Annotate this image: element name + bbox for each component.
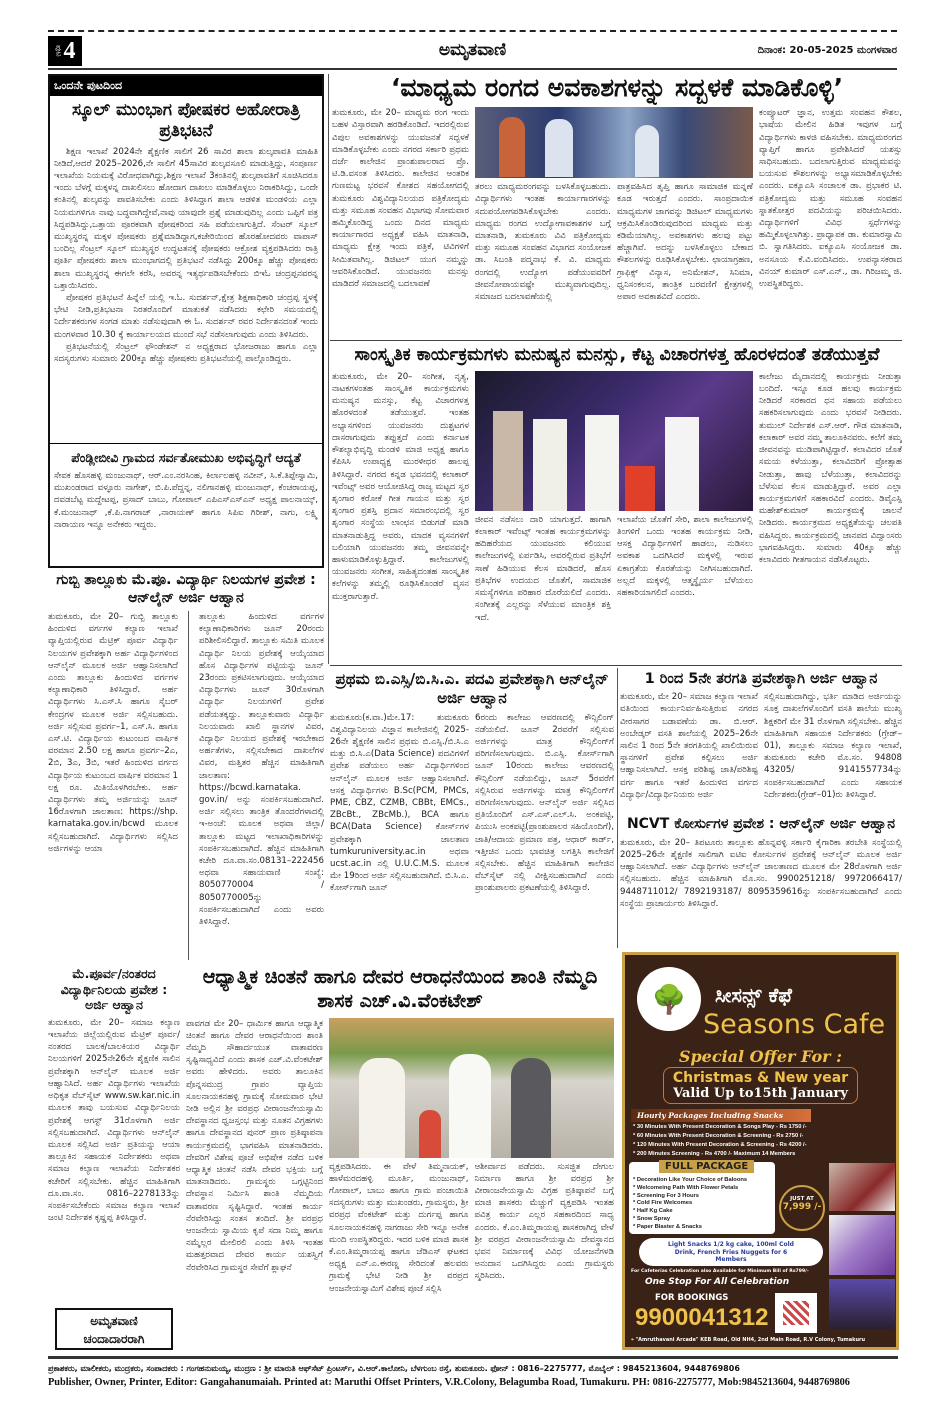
page-label: ಪುಟ <box>54 45 64 57</box>
column-divider <box>328 74 329 664</box>
subscribe-box[interactable] <box>55 1308 173 1350</box>
sub-body: ಸೇವಕ ಹೊಸಹಳ್ಳಿ ಮಂಜುನಾಥ್, ಆರ್.ಎಂ.ನರಸಿಂಹ, ಕಿರ್ಲಾಲಹಳ್ಳಿ ನವೀನ್, ಸಿ.ಕೆ.ತಿಪ್ಪೇಸ್ವಾಮಿ, ಮುಖಂಡರಾದ ವಳ್ಳೂರು ನಾಗೇಶ್, ಬಿ.ಪಿ.ಪೆದ್ದನ್ನ, ನಲಿಗಾನಹಳ್ಳಿ ಮಂಜುನಾಥ್, ಕೆಂಚರಾಯಪ್ಪ, ದವಡಬೆಟ್ಟ ಮದ್ದೇಟಪ್ಪ, ಪ್ರಸಾದ್ ಬಾಬು, ಗೋಪಾಲ್ ಎಪಿಎಸ್‌ಎಸ್‌ಎನ್ ಅಧ್ಯಕ್ಷ ಪಾಲನಾಯ್ಕ್, ಕೆ.ಮಂಜುನಾಥ್ ,ಕೆ.ಪಿ.ನಾಗರಾಜ್ ,ನಾರಾಯಣ್ ಹಾಗೂ ಸಿಪಿಐ ಗಿರೀಶ್, ನಾಗು, ಲಕ್ಷ್ಮಿ ನಾರಾಯಣ ಇನ್ನೂ ಅನೇಕರು ಇದ್ದರು. <box>54 471 318 530</box>
location-pin-icon: ⌖ <box>631 1337 634 1343</box>
imprint-english: Publisher, Owner, Printer, Editor: Gangahanumaiah. Printed at: Maruthi Offset Printers, V.R.Colony, Belagumba Road, Tumakuru. PH: 0816-2275777, Mob:9845213604, 9448769806 <box>48 1377 850 1388</box>
full-package-title: FULL PACKAGE <box>659 1160 754 1173</box>
subscribe-line-1: ಅಮೃತವಾಣಿ <box>90 1314 138 1328</box>
article-media <box>332 72 902 338</box>
footer-rule <box>48 1356 898 1359</box>
section-rule <box>330 340 902 341</box>
cafe-tree-logo-icon: 🌳 <box>637 967 701 1031</box>
hourly-item: * 60 Minutes With Present Decoration & Screening - Rs 2750 /- <box>633 1133 804 1139</box>
cultural-event-photo <box>475 371 753 511</box>
class-col-2: ಸಲ್ಲಿಸಬಹುದಾಗಿದ್ದು, ಭರ್ತಿ ಮಾಡಿದ ಅರ್ಜಿಯನ್ನು ಸೂಕ್ತ ದಾಖಲೆಗಳೊಂದಿಗೆ ವಸತಿ ಶಾಲೆಯ ಮುಖ್ಯ ಶಿಕ್ಷಕರಿಗೆ ಮೇ 31 ರೊಳಗಾಗಿ ಸಲ್ಲಿಸಬೇಕು. ಹೆಚ್ಚಿನ ಮಾಹಿತಿಗಾಗಿ ಸಹಾಯಕ ನಿರ್ದೇಶಕರು (ಗ್ರೇಡ್–01), ತಾಲ್ಲೂಕು ಸಮಾಜ ಕಲ್ಯಾಣ ಇಲಾಖೆ, ತುಮಕೂರು ಕಚೇರಿ ಮೊ.ಸಂ. 94808 43205/ 9141557734ನ್ನು ಸಂಪರ್ಕಿಸಬಹುದಾಗಿದೆ ಎಂದು ಸಹಾಯಕ ನಿರ್ದೇಶಕರು(ಗ್ರೇಡ್–01)ರು ತಿಳಿಸಿದ್ದಾರೆ. <box>764 692 902 800</box>
paragraph: ಶಿಕ್ಷಣ ಇಲಾಖೆ 2024ನೇ ಶೈಕ್ಷಣಿಕ ಸಾಲಿಗೆ 26 ಸಾವಿರ ಶಾಲಾ ಶುಲ್ಕಪಾವತಿ ಮಾಹಿತಿ ನೀಡಿದೆ,ಆದರೆ 2025–2026,ನೇ ಸಾಲಿಗೆ 45ಸಾವಿರ ಶುಲ್ಕವಸೂಲಿ ಮಾಡುತ್ತಿದ್ದು, ಸಂಪೂರ್ಣ ಇಲಾಖೆಯ ನಿಯಮಕ್ಕೆ ವಿರೋಧವಾಗಿದ್ದು,ಶಿಕ್ಷಣ ಇಲಾಖೆ 3ಕಂತಿನಲ್ಲಿ ಶುಲ್ಕಪಾವತಿಗೆ ಸೂಚಿಸಿದರೂ ಇಂದು ಬೆಳಗ್ಗೆ ಮಕ್ಕಳನ್ನ ದಾಖಲಿಸಲು ಹೋದಾಗ ದಾಖಲು ಮಾಡಿಕೊಳ್ಳಲು ನಿರಾಕರಿಸಿದ್ದು, ಒಂದೇ ಕಂತಿನಲ್ಲಿ ಶುಲ್ಕವನ್ನು ಪಾವತಿಸಬೇಕು ಎಂದು ತಿಳಿಸಿದ್ದಾಗ ಶಾಲಾ ಆಡಳಿತ ಮಂಡಳಿಯ ಎಲ್ಲಾ ನಿಯಮಗಳಿಗೂ ನಾವು ಬದ್ಧವಾಗಿದ್ದೇವೆ,ನಾವು ಯಾವುದೇ ಪ್ರಶ್ನೆ ಮಾಡುವುದಿಲ್ಲ ಎಂದು ಒಪ್ಪಿಗೆ ಪತ್ರ ಸಿದ್ದಪಡಿಸಿದ್ದು,ಒತ್ತಾಯ ಪೂರಕವಾಗಿ ಪೋಷಕರಿಂದ ಸಹಿ ಪಡೆಯಲಾಗುತ್ತಿದೆ. ಸೆಂಟರ್ ಸ್ಕೂಲ್ ಮುಖ್ಯಸ್ಥರನ್ನ ಮಕ್ಕಳ ಪೋಷಕರು ಪ್ರಶ್ನೆಮಾಡಿದ್ದಾಗ,ಕಚೇರಿಯಿಂದ ಹೊರಹೋದವರು ವಾಪಾಸ್ ಬಂದಿಲ್ಲ ಸೆಂಟ್ರಲ್ ಸ್ಕೂಲ್ ಮುಖ್ಯಸ್ಥರ ಉದ್ಧಟತನಕ್ಕೆ ಪೋಷಕರು ಆಕ್ರೋಶ ವ್ಯಕ್ತಪಡಿಸಿದರು ರಾತ್ರಿ ಪೂರ್ತಿ ಪೋಷಕರು ಶಾಲಾ ಮುಂಭಾಗದಲ್ಲಿ ಪ್ರತಿಭಟನೆ ನಡೆಸಿದ್ದು 200ಕ್ಕೂ ಹೆಚ್ಚು ಪೋಷಕರು ಶಾಲಾ ಮುಖ್ಯಸ್ಥರನ್ನ ಈಗಲೇ ಕರೆಸಿ, ಅವರನ್ನ ಇತ್ಯರ್ಥಪಡಿಸಬೇಕೆಂದು ಬಿಇಓ ಚಂದ್ರಪ್ಪನವರನ್ನ ಒತ್ತಾಯಿಸಿದರು. <box>54 146 318 291</box>
full-item: * Decoration Like Your Choice of Baloons <box>633 1177 748 1183</box>
media-col-3: ಪಾತ್ರವಹಿಸಿದ ತೃಪ್ತಿ ಹಾಗೂ ಸಾಮಾಜಿಕ ಮನ್ನಣೆ ಕೂಡ ಇರುತ್ತದೆ ಎಂದರು. ಸಾಂಪ್ರದಾಯಿಕ ಮಾಧ್ಯಮಗಳ ಜಾಗವನ್ನು ಡಿಜಿಟಲ್ ಮಾಧ್ಯಮಗಳು ಆಕ್ರಮಿಸಿಕೊಂಡಿರುವುದರಿಂದ ಮಾಧ್ಯಮ ಮತ್ತು ಕಡಿಮೆಯಾಗಿಲ್ಲ. ಅವಕಾಶಗಳು ಹಲವು ಪಟ್ಟು ಹೆಚ್ಚಾಗಿವೆ. ಅದನ್ನು ಬಳಸಿಕೊಳ್ಳಲು ಬೇಕಾದ ಕೌಶಲಗಳನ್ನು ರೂಢಿಸಿಕೊಳ್ಳಬೇಕು. ಛಾಯಾಗ್ರಹಣ, ಗ್ರಾಫಿಕ್ಸ್ ವಿನ್ಯಾಸ, ಅನಿಮೇಶನ್, ಸಿನಿಮಾ, ಧ್ವನಿಸಂಕಲನ, ತಾಂತ್ರಿಕ ಬರವಣಿಗೆ ಕ್ಷೇತ್ರಗಳಲ್ಲಿ ಅಪಾರ ಅವಕಾಶವಿದೆ ಎಂದರು. <box>617 182 753 303</box>
full-item: * Half Kg Cake <box>633 1208 673 1215</box>
hourly-item: * 120 Minutes With Present Decoration & Screening - Rs 4200 /- <box>633 1142 807 1148</box>
gubbi-col-2: ತಾಲ್ಲೂಕು ಹಿಂದುಳಿದ ವರ್ಗಗಳ ಕಲ್ಯಾಣಾಧಿಕಾರಿಗಳು ಜೂನ್ 20ರಂದು ಪರಿಶೀಲಿಸಲಿದ್ದಾರೆ. ತಾಲ್ಲೂಕು ಸಮಿತಿ ಮೂಲಕ ವಿದ್ಯಾರ್ಥಿ ನಿಲಯ ಪ್ರವೇಶಕ್ಕೆ ಆಯ್ಕೆಯಾದ ಹೊಸ ವಿದ್ಯಾರ್ಥಿಗಳ ಪಟ್ಟಿಯನ್ನು ಜೂನ್ 23ರಂದು ಪ್ರಕಟಿಸಲಾಗುವುದು. ಆಯ್ಕೆಯಾದ ವಿದ್ಯಾರ್ಥಿಗಳು ಜೂನ್ 30ರೊಳಗಾಗಿ ವಿದ್ಯಾರ್ಥಿ ನಿಲಯಗಳಿಗೆ ಪ್ರವೇಶ ಪಡೆಯತಕ್ಕದ್ದು. ತಾಲ್ಲೂಕುವಾರು ವಿದ್ಯಾರ್ಥಿ ನಿಲಯವಾರು ಖಾಲಿ ಸ್ಥಾನಗಳ ವಿವರ, ವಿದ್ಯಾರ್ಥಿ ನಿಲಯದ ಪ್ರವೇಶಕ್ಕೆ ಇರಬೇಕಾದ ಅರ್ಹತೆಗಳು, ಸಲ್ಲಿಸಬೇಕಾದ ದಾಖಲೆಗಳ ವಿವರ, ಮತ್ತಿತರ ಹೆಚ್ಚಿನ ಮಾಹಿತಿಗಾಗಿ ಜಾಲತಾಣ: https://bcwd.karnataka. gov.in/ ಅನ್ನು ಸಂಪರ್ಕಿಸಬಹುದಾಗಿದೆ. ಅರ್ಜಿ ಸಲ್ಲಿಸಲು ತಾಂತ್ರಿಕ ತೊಂದರೆಗಳಾದಲ್ಲಿ ಇ-ಅಂಚೆ: ಮೂಲಕ ಅಥವಾ ಜಿಲ್ಲಾ/ ತಾಲ್ಲೂಕು ಮಟ್ಟದ ಇಲಾಖಾಧಿಕಾರಿಗಳನ್ನು ಸಂಪರ್ಕಿಸಬಹುದಾಗಿದೆ. ಹೆಚ್ಚಿನ ಮಾಹಿತಿಗಾಗಿ ಕಚೇರಿ ದೂ.ವಾ.ಸಂ.08131–222456 ಅಥವಾ ಸಹಾಯವಾಣಿ ಸಂಖ್ಯೆ: 8050770004 / 8050770005ನ್ನು ಸಂಪರ್ಕಿಸಬಹುದಾಗಿದೆ ಎಂದು ಅವರು ತಿಳಿಸಿದ್ದಾರೆ. <box>199 612 324 928</box>
full-item: * Cold Fire Welcomes <box>633 1200 693 1207</box>
article-spiritual <box>186 966 614 1352</box>
headline-spiritual: ಆಧ್ಯಾತ್ಮಿಕ ಚಿಂತನೆ ಹಾಗೂ ದೇವರ ಆರಾಧನೆಯಿಂದ ಶಾಂತಿ ನೆಮ್ಮದಿ ಶಾಸಕ ಎಚ್.ವಿ.ವೆಂಕಟೇಶ್ <box>202 966 598 1012</box>
tagline: One Stop For All Celebration <box>645 1277 790 1287</box>
page-number: 4 <box>63 37 76 64</box>
media-col-1: ತುಮಕೂರು, ಮೇ 20– ಮಾಧ್ಯಮ ರಂಗ ಇಂದು ಬಹಳ ವಿಸ್ತಾರವಾಗಿ ಹರಡಿಕೊಂಡಿದೆ. ಇದರಲ್ಲಿರುವ ವಿಪುಲ ಅವಕಾಶಗಳನ್ನು ಯುವಜನತೆ ಸದ್ಬಳಕೆ ಮಾಡಿಕೊಳ್ಳಬೇಕು ಎಂದು ನಗರದ ಸರ್ಕಾರಿ ಪ್ರಥಮ ದರ್ಜೆ ಕಾಲೇಜಿನ ಪ್ರಾಂಶುಪಾಲರಾದ ಪ್ರೊ. ಟಿ.ಡಿ.ವಸಂತ ತಿಳಿಸಿದರು. ಕಾಲೇಜಿನ ಆಂತರಿಕ ಗುಣಮಟ್ಟ ಭರವಸೆ ಕೋಶದ ಸಹಯೋಗದಲ್ಲಿ ತುಮಕೂರು ವಿಶ್ವವಿದ್ಯಾನಿಲಯದ ಪತ್ರಿಕೋದ್ಯಮ ಮತ್ತು ಸಮೂಹ ಸಂವಹನ ವಿಭಾಗವು ಸೋಮವಾರ ಹಮ್ಮಿಕೊಂಡಿದ್ದ ಒಂದು ದಿನದ ಮಾಧ್ಯಮ ಕಾರ್ಯಾಗಾರದ ಅಧ್ಯಕ್ಷತೆ ವಹಿಸಿ ಮಾತನಾಡಿ, ಮಾಧ್ಯಮ ಕ್ಷೇತ್ರ ಇಂದು ಪತ್ರಿಕೆ, ಟಿವಿಗಳಿಗೆ ಸೀಮಿತವಾಗಿಲ್ಲ. ಡಿಜಿಟಲ್ ಯುಗ ನಮ್ಮನ್ನು ಆವರಿಸಿಕೊಂಡಿದೆ. ಯುವಜನರು ಮನಸ್ಸು ಮಾಡಿದರೆ ಸಮಾಜದಲ್ಲಿ ಬದಲಾವಣೆ <box>332 108 469 290</box>
headline-gubbi: ಗುಬ್ಬಿ ತಾಲ್ಲೂಕು ಮೆ.ಪೂ. ವಿದ್ಯಾರ್ಥಿ ನಿಲಯಗಳ ಪ್ರವೇಶ : ಆನ್‌ಲೈನ್ ಅರ್ಜಿ ಆಹ್ವಾನ <box>56 572 316 606</box>
package-price: 7,999 /- <box>782 1202 822 1212</box>
hourly-item: * 30 Minutes With Present Decoration & Songs Play - Rs 1750 /- <box>633 1124 807 1130</box>
class-col-1: ತುಮಕೂರು, ಮೇ 20– ಸಮಾಜ ಕಲ್ಯಾಣ ಇಲಾಖೆ ವತಿಯಿಂದ ಕಾರ್ಯನಿರ್ವಹಿಸುತ್ತಿರುವ ನಗರದ ವೀರಸಾಗರ ಬಡಾವಣೆಯ ಡಾ. ಬಿ.ಆರ್. ಅಂಬೇಡ್ಕರ್ ವಸತಿ ಶಾಲೆಯಲ್ಲಿ 2025–26ನೇ ಸಾಲಿನ 1 ರಿಂದ 5ನೇ ತರಗತಿಯಲ್ಲಿ ಖಾಲಿಯಿರುವ ಸ್ಥಾನಗಳಿಗೆ ಪ್ರವೇಶ ಕಲ್ಪಿಸಲು ಅರ್ಜಿ ಆಹ್ವಾನಿಸಲಾಗಿದೆ. ಆಸಕ್ತ ಪರಿಶಿಷ್ಟ ಜಾತಿ/ಪರಿಶಿಷ್ಟ ವರ್ಗ ಹಾಗೂ ಇತರೆ ಹಿಂದುಳಿದ ವರ್ಗದ ವಿದ್ಯಾರ್ಥಿ/ವಿದ್ಯಾರ್ಥಿನಿಯರು ಅರ್ಜಿ <box>620 692 758 800</box>
bsc-col-1: ತುಮಕೂರು(ಕ.ವಾ.)ಮೇ.17: ತುಮಕೂರು ವಿಶ್ವವಿದ್ಯಾನಿಲಯ ವಿಜ್ಞಾನ ಕಾಲೇಜಿನಲ್ಲಿ 2025-26ನೇ ಶೈಕ್ಷಣಿಕ ಸಾಲಿನ ಪ್ರಥಮ ಬಿ.ಎಸ್ಸಿ./ಬಿ.ಸಿ.ಎ ಮತ್ತು ಬಿ.ಸಿ.ಎ(Data Science) ಪದವಿಗಳಿಗೆ ಪ್ರವೇಶ ಪಡೆಯಲು ಅರ್ಹ ವಿದ್ಯಾರ್ಥಿಗಳಿಂದ ಆನ್‌ಲೈನ್ ಮೂಲಕ ಅರ್ಜಿ ಆಹ್ವಾನಿಸಲಾಗಿದೆ. ಆಸಕ್ತ ವಿದ್ಯಾರ್ಥಿಗಳು B.Sc(PCM, PMCs, PME, CBZ, CZMB, CBBt, EMCs., ZBcBt., ZBcMb.), BCA ಹಾಗೂ BCA(Data Science) ಕೋರ್ಸ್‌ಗಳ ಪ್ರವೇಶಕ್ಕಾಗಿ ಜಾಲತಾಣ tumkuruniversity.ac.in ಅಥವಾ ucst.ac.in ನಲ್ಲಿ U.U.C.M.S. ಮೂಲಕ ಮೇ 19ರಿಂದ ಅರ್ಜಿ ಸಲ್ಲಿಸಬಹುದಾಗಿದೆ. ಬಿ.ಸಿ.ಎ. ಕೋರ್ಸ್‌ಗಾಗಿ ಜೂನ್ <box>330 712 469 894</box>
balloon-arch-photo <box>829 1215 895 1275</box>
hourly-packages-title: Hourly Packages Including Snacks <box>631 1109 811 1122</box>
headline-bsc: ಪ್ರಥಮ ಬಿ.ಎಸ್ಸಿ/ಬಿ.ಸಿ.ಎ. ಪದವಿ ಪ್ರವೇಶಕ್ಕಾಗಿ ಆನ್‌ಲೈನ್ ಅರ್ಜಿ ಆಹ್ವಾನ <box>335 670 609 707</box>
paragraph: ಪೋಷಕರ ಪ್ರತಿಭಟನೆ ಹಿನ್ನೆಲೆ ಯಲ್ಲಿ ಇ.ಓ. ಸುದರ್ಶನ್,ಕ್ಷೇತ್ರ ಶಿಕ್ಷಣಾಧಿಕಾರಿ ಚಂದ್ರಪ್ಪ ಸ್ಥಳಕ್ಕೆ ಭೇಟಿ ನೀಡಿ,ಪ್ರತಿಭಟನಾ ನಿರತರೊಂದಿಗೆ ಮಾತುಕತೆ ನಡೆಸಿದರು ಕಛೇರಿ ಸಮಯದಲ್ಲಿ ನಿರ್ದೇಶಕರುಗಳ ಸಂಗಡ ಮಾತು ನಡೆಸುವುದಾಗಿ ಈ ಓ. ಸುದರ್ಶನ್ ರವರ ನಿರ್ದೇಶನದಂತೆ ಇಂದು ಮಂಗಳವಾರ 10.30 ಕ್ಕೆ ಕಾರ್ಯಾಲಯದ ಮುಂದೆ ಸಭೆ ನಡೆಸಲಾಗುವುದು ಎಂದು ತಿಳಿಸಿದರು. <box>54 292 318 340</box>
cultural-col-3: ಇಲಾಖೆಯ ಜೊತೆಗೆ ಸೇರಿ, ಶಾಲಾ ಕಾಲೇಜುಗಳಲ್ಲಿ ತಿಂಗಳಿಗೆ ಒಂದು ಇಂತಹ ಕಾರ್ಯಕ್ರಮ ನೀಡಿ, ಆಸಕ್ತ ವಿದ್ಯಾರ್ಥಿಗಳಿಗೆ ಹಾಡಲು, ನುಡಿಸಲು ಅವಕಾಶ ಒದಗಿಸಿದರೆ ಮಕ್ಕಳಲ್ಲಿ ಇರುವ ಏಕಾಗ್ರತೆಯ ಕೊರತೆಯನ್ನು ನೀಗಿಸಬಹುದಾಗಿದೆ. ಅಲ್ಲದೆ ಮಕ್ಕಳಲ್ಲಿ ಆತ್ಮಸ್ಥೈರ್ಯ ಬೆಳೆಯಲು ಸಹಕಾರಿಯಾಗಲಿದೆ ಎಂದರು. <box>617 514 753 599</box>
snacks-offer: Light Snacks 1/2 kg cake, 100ml Cold Drink, French Fries Nuggets for 6 Members <box>639 1238 823 1266</box>
article-class-and-ncvt <box>620 670 902 948</box>
bsc-col-2: 6ರಂದು ಕಾಲೇಜು ಆವರಣದಲ್ಲಿ ಕೌನ್ಸಿಲಿಂಗ್ ನಡೆಯಲಿದೆ. ಜೂನ್ 2ರವರೆಗೆ ಸಲ್ಲಿಸುವ ಅರ್ಜಿಗಳನ್ನು ಮಾತ್ರ ಕೌನ್ಸಿಲಿಂಗ್‌ಗೆ ಪರಿಗಣಿಸಲಾಗುವುದು. ಬಿ.ಎಸ್ಸಿ. ಕೋರ್ಸ್‌ಗಾಗಿ ಜೂನ್ 10ರಂದು ಕಾಲೇಜು ಆವರಣದಲ್ಲಿ ಕೌನ್ಸಿಲಿಂಗ್ ನಡೆಯಲಿದ್ದು, ಜೂನ್ 5ರವರೆಗೆ ಸಲ್ಲಿಸಿರುವ ಅರ್ಜಿಗಳನ್ನು ಮಾತ್ರ ಕೌನ್ಸಿಲಿಂಗ್‌ಗೆ ಪರಿಗಣಿಸಲಾಗುವುದು. ಆನ್‌ಲೈನ್ ಅರ್ಜಿ ಸಲ್ಲಿಸಿದ ಪ್ರತಿಯೊಂದಿಗೆ ಎಸ್.ಎಸ್.ಎಲ್.ಸಿ. ಅಂಕಪಟ್ಟಿ, ಪಿಯುಸಿ ಅಂಕಪಟ್ಟಿ(ಪ್ರಾಂಶುಪಾಲರ ಸಹಿಯೊಂದಿಗೆ), ಜಾತಿ/ಆದಾಯ ಪ್ರಮಾಣ ಪತ್ರ, ಆಧಾರ್ ಕಾರ್ಡ್, ಇತ್ತೀಚಿನ ಒಂದು ಭಾವಚಿತ್ರ ಲಗತ್ತಿಸಿ ಕಾಲೇಜಿಗೆ ಸಲ್ಲಿಸಬೇಕು. ಹೆಚ್ಚಿನ ಮಾಹಿತಿಗಾಗಿ ಕಾಲೇಜಿನ ವೆಬ್‌ಸೈಟ್ ನಲ್ಲಿ ವೀಕ್ಷಿಸಬಹುದಾಗಿದೆ ಎಂದು ಪ್ರಾಂಶುಪಾಲರು ಪ್ರಕಟಣೆಯಲ್ಲಿ ತಿಳಿಸಿದ್ದಾರೆ. <box>475 712 614 894</box>
headline-media: ‘ಮಾಧ್ಯಮ ರಂಗದ ಅವಕಾಶಗಳನ್ನು ಸದ್ಬಳಕೆ ಮಾಡಿಕೊಳ್ಳಿ’ <box>390 73 844 102</box>
headline-class-admission: 1 ರಿಂದ 5ನೇ ತರಗತಿ ಪ್ರವೇಶಕ್ಕಾಗಿ ಅರ್ಜಿ ಆಹ್ವಾನ <box>644 671 878 687</box>
cafeteria-note: For Cafeterias Celebration also Available for Minimum Bill of Rs799/- <box>631 1269 809 1274</box>
full-package-list <box>633 1177 747 1232</box>
headline-cultural: ಸಾಂಸ್ಕೃತಿಕ ಕಾರ್ಯಕ್ರಮಗಳು ಮನುಷ್ಯನ ಮನಸ್ಸು, ಕೆಟ್ಟ ವಿಚಾರಗಳತ್ತ ಹೊರಳದಂತೆ ತಡೆಯುತ್ತವೆ <box>354 345 880 365</box>
top-dashed-rule <box>48 30 897 32</box>
decor-photo <box>829 1279 895 1329</box>
sub-headline: ಪೆಂಡ್ಲೀಬೀವಿ ಗ್ರಾಮದ ಸರ್ವತೋಮುಖ ಅಭಿವೃದ್ಧಿಗೆ ಆದ್ಯತೆ <box>50 443 322 470</box>
hostel-body: ತುಮಕೂರು, ಮೇ 20– ಸಮಾಜ ಕಲ್ಯಾಣ ಇಲಾಖೆಯ ಜಿಲ್ಲೆಯಲ್ಲಿರುವ ಮೆಟ್ರಿಕ್ ಪೂರ್ವ/ ನಂತರದ ಬಾಲಕ/ಬಾಲಕಿಯರ ವಿದ್ಯಾರ್ಥಿ ನಿಲಯಗಳಿಗೆ 2025ನೇ26ನೇ ಶೈಕ್ಷಣಿಕ ಸಾಲಿನ ಪ್ರವೇಶಕ್ಕಾಗಿ ಆನ್‌ಲೈನ್ ಮೂಲಕ ಅರ್ಜಿ ಆಹ್ವಾನಿಸಿದೆ. ಅರ್ಹ ವಿದ್ಯಾರ್ಥಿಗಳು ಇಲಾಖೆಯ ಅಧಿಕೃತ ವೆಬ್‌ಸೈಟ್ www.sw.kar.nic.in ಮೂಲಕ ತಾವು ಬಯಸುವ ವಿದ್ಯಾರ್ಥಿನಿಲಯ ಪ್ರವೇಶಕ್ಕೆ ಆಗಸ್ಟ್ 31ರೊಳಗಾಗಿ ಅರ್ಜಿ ಸಲ್ಲಿಸಬಹುದಾಗಿದೆ. ವಿದ್ಯಾರ್ಥಿಗಳು ಆನ್‌ಲೈನ್ ಮೂಲಕ ಸಲ್ಲಿಸಿದ ಅರ್ಜಿ ಪ್ರತಿಯನ್ನು ಆಯಾ ತಾಲ್ಲೂಕಿನ ಸಹಾಯಕ ನಿರ್ದೇಶಕರು ಅಥವಾ ಸಮಾಜ ಕಲ್ಯಾಣ ಇಲಾಖೆಯ ನಿರ್ದೇಶಕರ ಕಚೇರಿಗೆ ಸಲ್ಲಿಸಬೇಕು. ಹೆಚ್ಚಿನ ಮಾಹಿತಿಗಾಗಿ ದೂ.ವಾ.ಸಂ. 0816–2278133ನ್ನು ಸಂಪರ್ಕಿಸಬೇಕೆಂದು ಸಮಾಜ ಕಲ್ಯಾಣ ಇಲಾಖೆ ಜಂಟಿ ನಿರ್ದೇಶಕ ಕೃಷ್ಣಪ್ಪ ತಿಳಿಸಿದ್ದಾರೆ. <box>48 1017 180 1224</box>
gubbi-col-1: ತುಮಕೂರು, ಮೇ 20– ಗುಬ್ಬಿ ತಾಲ್ಲೂಕು ಹಿಂದುಳಿದ ವರ್ಗಗಳ ಕಲ್ಯಾಣ ಇಲಾಖೆ ವ್ಯಾಪ್ತಿಯಲ್ಲಿರುವ ಮೆಟ್ರಿಕ್ ಪೂರ್ವ ವಿದ್ಯಾರ್ಥಿ ನಿಲಯಗಳ ಪ್ರವೇಶಕ್ಕಾಗಿ ಅರ್ಹ ವಿದ್ಯಾರ್ಥಿಗಳಿಂದ ಆನ್‌ಲೈನ್ ಮೂಲಕ ಅರ್ಜಿ ಆಹ್ವಾನಿಸಲಾಗಿದೆ ಎಂದು ತಾಲ್ಲೂಕು ಹಿಂದುಳಿದ ವರ್ಗಗಳ ಕಲ್ಯಾಣಾಧಿಕಾರಿ ತಿಳಿಸಿದ್ದಾರೆ. ಅರ್ಹ ವಿದ್ಯಾರ್ಥಿಗಳು ಸಿ.ಎಸ್.ಸಿ ಹಾಗೂ ಸೈಬರ್ ಕೇಂದ್ರಗಳ ಮೂಲಕ ಅರ್ಜಿ ಸಲ್ಲಿಸಬಹುದು. ಅರ್ಜಿ ಸಲ್ಲಿಸುವ ಪ್ರವರ್ಗ–1, ಎಸ್.ಸಿ. ಹಾಗೂ ಎಸ್.ಟಿ. ವಿದ್ಯಾರ್ಥಿಯ ಕುಟುಂಬದ ವಾರ್ಷಿಕ ವರಮಾನ 2.50 ಲಕ್ಷ ಹಾಗೂ ಪ್ರವರ್ಗ–2ಎ, 2ಬಿ, 3ಎ, 3ಬಿ, ಇತರೆ ಹಿಂದುಳಿದ ವರ್ಗದ ವಿದ್ಯಾರ್ಥಿಯ ಕುಟುಂಬದ ವಾರ್ಷಿಕ ವರಮಾನ 1 ಲಕ್ಷ ರೂ. ಮಿತಿಯೊಳಗಿರಬೇಕು. ಅರ್ಹ ವಿದ್ಯಾರ್ಥಿಗಳು ತಮ್ಮ ಅರ್ಜಿಯನ್ನು ಜೂನ್ 16ರೊಳಗಾಗಿ ಜಾಲತಾಣ: https://shp. karnataka.gov.in/bcwd ಮೂಲಕ ಸಲ್ಲಿಸಬಹುದಾಗಿದೆ. ವಿದ್ಯಾರ್ಥಿಗಳು ಸಲ್ಲಿಸಿದ ಅರ್ಜಿಗಳನ್ನು ಆಯಾ <box>48 612 178 854</box>
headline: ಸ್ಕೂಲ್ ಮುಂಭಾಗ ಪೋಷಕರ ಅಹೋರಾತ್ರಿ ಪ್ರತಿಭಟನೆ <box>72 100 300 142</box>
address-text: "Amruthavani Arcade" KEB Road, Old NH4, 2nd Main Road, R.V Colony, Tumakuru <box>635 1337 866 1343</box>
qr-code-icon <box>775 1293 817 1333</box>
subscribe-line-2: ಚಂದಾದಾರರಾಗಿ <box>83 1332 145 1346</box>
hourly-packages-list <box>633 1123 895 1159</box>
hourly-item: * 200 Minutes Screening - Rs 4700 /- Maximum 14 Members <box>633 1151 796 1157</box>
booking-phone: 9900041312 <box>635 1304 769 1331</box>
media-col-4: ಕಂಪ್ಯೂಟರ್ ಜ್ಞಾನ, ಉತ್ತಮ ಸಂವಹನ ಕೌಶಲ, ಭಾಷೆಯ ಮೇಲಿನ ಹಿಡಿತ ಇವುಗಳ ಬಗ್ಗೆ ವಿದ್ಯಾರ್ಥಿಗಳು ಕಾಳಜಿ ವಹಿಸಬೇಕು. ಮಾಧ್ಯಮರಂಗದ ವ್ಯಾಪ್ತಿಗೆ ಹಾಗೂ ಪ್ರವೇಶಿಸಿದರೆ ಯಶಸ್ಸು ಸಾಧಿಸಬಹುದು. ಬದಲಾಗುತ್ತಿರುವ ಮಾಧ್ಯಮವನ್ನು ಬಯಸುವ ಕೌಶಲಗಳನ್ನು ಅಭ್ಯಾಸಮಾಡಿಕೊಳ್ಳಬೇಕು ಎಂದರು. ಐಕ್ಯೂಎಸಿ ಸಂಚಾಲಕ ಡಾ. ಪ್ರಭಾಕರ ಟಿ. ಪತ್ರಿಕೋದ್ಯಮ ಮತ್ತು ಸಮೂಹ ಸಂವಹನ ಸ್ನಾತಕೋತ್ತರ ಪದವಿಯನ್ನು ಪರಿಚಯಿಸಿದರು. ವಿದ್ಯಾರ್ಥಿಗಳಿಗೆ ವಿವಿಧ ಸ್ಪರ್ಧೆಗಳನ್ನು ಹಮ್ಮಿಕೊಳ್ಳಲಾಗಿತ್ತು. ಪ್ರಾಧ್ಯಾಪಕ ಡಾ. ಕುಮಾರಸ್ವಾಮಿ ಬಿ. ಸ್ವಾಗತಿಸಿದರು. ಐಕ್ಯೂಎಸಿ ಸಂಯೋಜಕ ಡಾ. ಅನಸೂಯ ಕೆ.ವಿ.ವಂದಿಸಿದರು. ಉಪನ್ಯಾಸಕರಾದ ವಿನಯ್ ಕುಮಾರ್ ಎಸ್.ಎನ್., ಡಾ. ಗಿರಿಜಮ್ಮ ಜಿ. ಉಪಸ್ಥಿತರಿದ್ದರು. <box>759 108 902 290</box>
article-body <box>50 146 322 444</box>
just-at-label: JUST AT <box>790 1196 814 1202</box>
paragraph: ಪ್ರತಿಭಟನೆಯಲ್ಲಿ ಸೆಂಟ್ರಲ್ ಫೌಂಡೇಶನ್ ನ ಅಧ್ಯಕ್ಷರಾದ ಭೋಜರಾಜು ಹಾಗೂ ಎಲ್ಲಾ ಸದಸ್ಯರುಗಳು ಸುಮಾರು 200ಕ್ಕೂ ಹೆಚ್ಚು ಪೋಷಕರು ಪ್ರತಿಭಟನೆಯಲ್ಲಿ ಪಾಲ್ಗೊಂಡಿದ್ದರು. <box>54 341 318 364</box>
brand-name-english: Seasons Cafe <box>703 1009 886 1040</box>
article-protest <box>48 74 324 568</box>
header-rule <box>48 68 897 70</box>
article-hostel <box>48 966 180 1302</box>
headline-ncvt: NCVT ಕೋರ್ಸುಗಳ ಪ್ರವೇಶ : ಆನ್‌ಲೈನ್ ಅರ್ಜಿ ಆಹ್ವಾನ <box>626 816 896 833</box>
article-bsc <box>330 670 614 960</box>
media-col-2: ತರಲು ಮಾಧ್ಯಮರಂಗವನ್ನು ಬಳಸಿಕೊಳ್ಳಬಹುದು. ವಿದ್ಯಾರ್ಥಿಗಳು ಇಂತಹ ಕಾರ್ಯಾಗಾರಗಳನ್ನು ಸದುಪಯೋಗಪಡಿಸಿಕೊಳ್ಳಬೇಕು ಎಂದರು. ಮಾಧ್ಯಮ ರಂಗದ ಉದ್ಯೋಗಾವಕಾಶಗಳ ಬಗ್ಗೆ ಮಾತನಾಡಿ, ತುಮಕೂರು ವಿವಿ ಪತ್ರಿಕೋದ್ಯಮ ಮತ್ತು ಸಮೂಹ ಸಂವಹನ ವಿಭಾಗದ ಸಂಯೋಜಕ ಡಾ. ಸಿಬಂತಿ ಪದ್ಮನಾಭ ಕೆ. ವಿ. ಮಾಧ್ಯಮ ರಂಗದಲ್ಲಿ ಉದ್ಯೋಗ ಪಡೆಯುವವರಿಗೆ ಜೀವನೋಪಾಯವಷ್ಟೇ ಮುಖ್ಯವಾಗುವುದಿಲ್ಲ. ಸಮಾಜದ ಬದಲಾವಣೆಯಲ್ಲಿ <box>475 182 611 303</box>
headline-hostel: ಮೆ.ಪೂರ್ವ/ನಂತರದ ವಿದ್ಯಾರ್ಥಿನಿಲಯ ಪ್ರವೇಶ : ಅರ್ಜಿ ಆಹ್ವಾನ <box>60 966 168 1013</box>
column-divider <box>617 668 618 948</box>
price-badge <box>779 1185 825 1231</box>
full-item: * Paper Blaster & Snacks <box>633 1223 702 1230</box>
masthead-title: ಅಮೃತವಾಣಿ <box>438 40 507 60</box>
offer-title: Special Offer For : <box>678 1047 843 1066</box>
bookings-label: FOR BOOKINGS <box>655 1293 729 1303</box>
temple-visit-photo <box>329 1018 614 1158</box>
continued-kicker: ಒಂದನೇ ಪುಟದಿಂದ <box>50 76 322 96</box>
imprint-kannada: ಪ್ರಕಾಶಕರು, ಮಾಲೀಕರು, ಮುದ್ರಕರು, ಸಂಪಾದಕರು : ಗಂಗಹನುಮಯ್ಯ, ಮುದ್ರಣ : ಶ್ರೀ ಮಾರುತಿ ಆಫ್‌ಸೆಟ್ ಪ್ರಿಂಟರ್ಸ್, ವಿ.ಆರ್.ಕಾಲೋನಿ, ಬೆಳಗುಂಬ ರಸ್ತೆ, ತುಮಕೂರು. ಫೋನ್ : 0816–2275777, ಮೊಬೈಲ್ : 9845213604, 9448769806 <box>48 1364 740 1373</box>
cultural-col-2: ಜೀವನ ನಡೆಸಲು ದಾರಿ ಯಾಗುತ್ತದೆ. ಹಾಗಾಗಿ ಕಲಾಕಾರ್ ಇವೆಂಟ್ಸ್ ಇಂತಹ ಕಾರ್ಯಕ್ರಮಗಳನ್ನು ಹದಿಹರೆಯದ ಯುವಜನರು ಕಲಿಯುವ ಕಾಲೇಜುಗಳಲ್ಲಿ ಏರ್ಪಡಿಸಿ, ಅವರಲ್ಲಿರುವ ಪ್ರತಿಭೆಗೆ ಸಾಣೆ ಹಿಡಿಯುವ ಕೆಲಸ ಮಾಡಿದರೆ, ಹೊಸ ಪ್ರತಿಭೆಗಳ ಉದಯದ ಜೊತೆಗೆ, ಸಾಮಾಜಿಕ ಸಮಸ್ಯೆಗಳಿಗೂ ಪರಿಹಾರ ದೊರೆಯಲಿದೆ ಎಂದರು. ಸಂಗೀತಕ್ಕೆ ಎಲ್ಲರನ್ನು ಸೆಳೆಯುವ ಮಾಂತ್ರಿಕ ಶಕ್ತಿ ಇದೆ. <box>475 514 611 623</box>
full-item: * Snow Spray <box>633 1215 671 1222</box>
address-line <box>631 1337 865 1343</box>
issue-date: ದಿನಾಂಕ: 20-05-2025 ಮಂಗಳವಾರ <box>757 45 897 56</box>
full-item: * Welcomeing Path With Flower Petals <box>633 1184 739 1191</box>
spiritual-col-1: ಪಾವಗಡ ಮೇ 20– ಧಾರ್ಮಿಕ ಹಾಗೂ ಆಧ್ಯಾತ್ಮಿಕ ಚಿಂತನೆ ಹಾಗೂ ದೇವರ ಆರಾಧನೆಯಿಂದ ಶಾಂತಿ ನೆಮ್ಮದಿ ಸೌಹಾರ್ದಯುತ ವಾತಾವರಣ ಸೃಷ್ಟಿಸಾಧ್ಯವಿದೆ ಎಂದು ಶಾಸಕ ಎಚ್.ವಿ.ವೆಂಕಟೇಶ್ ಅವರು ಹೇಳಿದರು. ಅವರು ತಾಲೂಕಿನ ಪೊನ್ನಸಮುದ್ರ ಗ್ರಾಪಂ ವ್ಯಾಪ್ತಿಯ ಸೂಲನಾಯಕನಹಳ್ಳಿ ಗ್ರಾಮಕ್ಕೆ ಸೋಮವಾರ ಭೇಟಿ ನೀಡಿ ಅಲ್ಲಿನ ಶ್ರೀ ವರಪ್ರಧ ವೀರಾಂಜನೇಯಸ್ವಾಮಿ ದೇವಸ್ಥಾನದ ಧ್ವಜಸ್ತಂಭ ಮತ್ತು ನೂತನ ವಿಗ್ರಹಗಳು ಹಾಗೂ ದೇವಸ್ಥಾನದ ಪುನರ್ ಪ್ರಾಣ ಪ್ರತಿಷ್ಠಾಪನಾ ಕಾರ್ಯಕ್ರಮದಲ್ಲಿ ಭಾಗವಹಿಸಿ ಮಾತನಾಡಿದರು. ದೇವರಿಗೆ ವಿಶೇಷ ಪೂಜೆ ಅಭಿಷೇಕ ನಡೆದ ಬಳಿಕ ಆಧ್ಯಾತ್ಮಿಕ ಚಿಂತನೆ ನಡೆಸಿ ದೇವರ ಭಕ್ತಿಯ ಬಗ್ಗೆ ಮಾತನಾಡಿದರು. ಗ್ರಾಮಸ್ಥರು ಒಗ್ಗಟ್ಟಿನಿಂದ ದೇವಸ್ಥಾನ ನಿರ್ಮಿಸಿ ಶಾಂತಿ ನೆಮ್ಮದಿಯ ವಾತಾವರಣ ಸೃಷ್ಟಿಸಿದ್ದಾರೆ. ಇಂತಹ ಕಾರ್ಯ ನೆರವೇರಿಸಿದ್ದು ಸಂತಸ ತಂದಿದೆ. ಶ್ರೀ ವರಪ್ರಧ ಆಂಜನೇಯ ಸ್ವಾಮಿಯ ಕೃಪೆ ಸದಾ ನಿಮ್ಮ ಹಾಗೂ ನಮ್ಮೆಲ್ಲರ ಮೇಲಿರಲಿ ಎಂದು ತಿಳಿಸಿ ಇಂತಹ ಮಹತ್ತರವಾದ ದೇವರ ಕಾರ್ಯ ಯಶಸ್ವಿಗೆ ನೆರವೇರಿಸಿದ ಗ್ರಾಮಸ್ಥರ ಸೇವೆಗೆ ಶ್ಲಾಘನೆ <box>186 1018 323 1273</box>
cultural-col-1: ತುಮಕೂರು, ಮೇ 20– ಸಂಗೀತ, ನೃತ್ಯ, ನಾಟಕಗಳಂತಹ ಸಾಂಸ್ಕೃತಿಕ ಕಾರ್ಯಕ್ರಮಗಳು ಮನುಷ್ಯನ ಮನಸ್ಸು, ಕೆಟ್ಟ ವಿಚಾರಗಳತ್ತ ಹೊರಳದಂತೆ ತಡೆಯುತ್ತವೆ. ಇಂತಹ ಅಭ್ಯಾಸಗಳಿಂದ ಯುವಜನರು ದುಶ್ಚಟಗಳ ದಾಸರಾಗುವುದು ತಪ್ಪುತ್ತದೆ ಎಂದು ಕರ್ನಾಟಕ ಕೌಶಲ್ಯಾಭಿವೃದ್ಧಿ ಮಂಡಳಿ ಮಾಜಿ ಅಧ್ಯಕ್ಷ ಹಾಗೂ ಕೆಪಿಸಿಸಿ ಉಪಾಧ್ಯಕ್ಷ ಮುರಳೀಧರ ಹಾಲಪ್ಪ ತಿಳಿಸಿದ್ದಾರೆ. ನಗರದ ಕನ್ನಡ ಭವನದಲ್ಲಿ ಕಲಾಕಾರ್ ಇವೆಂಟ್ಸ್ ಅವರ ಆಯೋಜಿಸಿದ್ದ ರಾಜ್ಯ ಮಟ್ಟದ ಸ್ವರ ಶೃಂಗಾರ ಕರೋಕೆ ಗೀತ ಗಾಯನ ಮತ್ತು ಸ್ವರ ಶೃಂಗಾರ ಪ್ರಶಸ್ತಿ ಪ್ರದಾನ ಸಮಾರಂಭದಲ್ಲಿ ಸ್ವರ ಶೃಂಗಾರ ಸಂಸ್ಥೆಯ ಲಾಂಛನ ಬಿಡುಗಡೆ ಮಾಡಿ ಮಾತನಾಡುತ್ತಿದ್ದ ಅವರು, ಮಾದಕ ವ್ಯಸನಗಳಿಗೆ ಬಲಿಯಾಗಿ ಯುವಜನರು ತಮ್ಮ ಜೀವನವನ್ನೇ ಹಾಳುಮಾಡಿಕೊಳ್ಳುತ್ತಿದ್ದಾರೆ. ಕಾಲೇಜುಗಳಲ್ಲಿ ಯುವಜನರು ಸಂಗೀತ, ಸಾಹಿತ್ಯದಂತಹ ಸಾಂಸ್ಕೃತಿಕ ಕಲೆಗಳನ್ನು ತಮ್ಮಲ್ಲಿ ರೂಢಿಸಿಕೊಂಡರೆ ವ್ಯಸನ ಮುಕ್ತರಾಗುತ್ತಾರೆ. <box>332 371 469 602</box>
spiritual-col-3: ಆಶೀರ್ವಾದ ಪಡೆದರು. ಸುಸಜ್ಜಿತ ದೇಗುಲ ನಿರ್ಮಾಣ ಹಾಗೂ ಶ್ರೀ ವರಪ್ರಧ ಶ್ರೀ ವೀರಾಂಜನೇಯಸ್ವಾಮಿ ವಿಗ್ರಹ ಪ್ರತಿಷ್ಠಾಪನೆ ಬಗ್ಗೆ ಮಾಜಿ ಶಾಸಕರು ಮೆಚ್ಚುಗೆ ವ್ಯಕ್ತಪಡಿಸಿ ಇಂತಹ ಪವಿತ್ರ ಕಾರ್ಯ ಎಲ್ಲರ ಸಹಕಾರದಿಂದ ಸಾಧ್ಯ ಎಂದರು. ಕೆ.ಎಂ.ತಿಮ್ಮರಾಯಪ್ಪ ಶಾಸಕರಾಗಿದ್ದ ವೇಳೆ ಶ್ರೀ ವರಪ್ರದ ವೀರಾಂಜನೇಯಸ್ವಾಮಿ ದೇವಸ್ಥಾನದ ಭವನ ನಿರ್ಮಾಣಕ್ಕೆ ವಿವಿಧ ಯೋಜನೆಗಳಡಿ ಅನುದಾನ ಒದಗಿಸಿದ್ದರು ಎಂದು ಗ್ರಾಮಸ್ಥರು ಸ್ಮರಿಸಿದರು. <box>474 1161 614 1282</box>
column-divider <box>188 611 189 960</box>
article-cultural <box>332 345 902 662</box>
media-workshop-photo <box>475 107 753 178</box>
section-rule <box>330 665 902 666</box>
article-gubbi <box>48 572 324 960</box>
seasons-cafe-advertisement <box>622 952 899 1350</box>
ncvt-body: ತುಮಕೂರು, ಮೇ 20– ತಿಪಟೂರು ತಾಲ್ಲೂಕು ಹೊನ್ನವಳ್ಳಿ ಸರ್ಕಾರಿ ಕೈಗಾರಿಕಾ ತರಬೇತಿ ಸಂಸ್ಥೆಯಲ್ಲಿ 2025–26ನೇ ಶೈಕ್ಷಣಿಕ ಸಾಲಿಗಾಗಿ ಐಟಿಐ ಕೋರ್ಸುಗಳ ಪ್ರವೇಶಕ್ಕೆ ಆನ್‌ಲೈನ್ ಮೂಲಕ ಅರ್ಜಿ ಆಹ್ವಾನಿಸಲಾಗಿದೆ. ಅರ್ಹ ವಿದ್ಯಾರ್ಥಿಗಳು ಆನ್‌ಲೈನ್ ಜಾಲತಾಣದ ಮೂಲಕ ಮೇ 28ರೊಳಗಾಗಿ ಅರ್ಜಿ ಸಲ್ಲಿಸಬಹುದು. ಹೆಚ್ಚಿನ ಮಾಹಿತಿಗಾಗಿ ಮೊ.ಸಂ. 9900251218/ 9972066417/ 9448711012/ 7892193187/ 8095359616ನ್ನು ಸಂಪರ್ಕಿಸಬಹುದಾಗಿದೆ ಎಂದು ಸಂಸ್ಥೆಯ ಪ್ರಾಚಾರ್ಯರು ತಿಳಿಸಿದ್ದಾರೆ. <box>620 837 902 909</box>
cultural-col-4: ಕಾಲೇಜು ಮೈದಾನದಲ್ಲಿ ಕಾರ್ಯಕ್ರಮ ನೀಡುತ್ತಾ ಬಂದಿದೆ. ಇನ್ನೂ ಕೂಡ ಹಲವು ಕಾರ್ಯಕ್ರಮ ನೀಡಿದರೆ ಸರಕಾರದ ಧನ ಸಹಾಯ ಪಡೆಯಲು ಸಹಕರಿಸಲಾಗುವುದು ಎಂದು ಭರವಸೆ ನೀಡಿದರು. ತುಮುಲ್ ನಿರ್ದೇಶಕ ಎಸ್.ಆರ್. ಗೌಡ ಮಾತನಾಡಿ, ಕಲಾಕಾರ್ ಅವರ ನಮ್ಮ ತಾಲೂಕಿನವರು. ಕಲೆಗೆ ತಮ್ಮ ಜೀವನವನ್ನು ಮುಡಿಪಾಗಿಟ್ಟಿದ್ದಾರೆ. ಕಲಾವಿದರ ಜೊತೆ ಸಮಯ ಕಳೆಯುತ್ತಾ, ಕಲಾವಿದರಿಗೆ ಪ್ರೋತ್ಸಾಹ ನೀಡುತ್ತಾ, ಹಾವು ಬೆಳೆಯುತ್ತಾ, ಕಲಾವಿದರನ್ನು ಬೆಳೆಸುವ ಕೆಲಸ ಮಾಡುತ್ತಿದ್ದಾರೆ. ಅವರ ಎಲ್ಲಾ ಕಾರ್ಯಕ್ರಮಗಳಿಗೆ ಸಹಕಾರವಿದೆ ಎಂದರು. ಡಿವೈಎಸ್ಪಿ ಮಹೇಶ್‌ಕುಮಾರ್ ಕಾರ್ಯಕ್ರಮಕ್ಕೆ ಚಾಲನೆ ನೀಡಿದರು. ಕಾರ್ಯಕ್ರಮದ ಅಧ್ಯಕ್ಷತೆಯನ್ನು ಚಲಪತಿ ವಹಿಸಿದ್ದರು. ಕಾರ್ಯಕ್ರಮದಲ್ಲಿ ಜಾನಪದ ವಿದ್ವಾಂಸರು ಭಾಗವಹಿಸಿದ್ದರು. ಸುಮಾರು 40ಕ್ಕೂ ಹೆಚ್ಚು ಕಲಾವಿದರು ಗೀತಗಾಯನ ನಡೆಸಿಕೊಟ್ಟರು. <box>759 371 902 565</box>
spiritual-col-2: ವ್ಯಕ್ತಪಡಿಸಿದರು. ಈ ವೇಳೆ ತಿಮ್ಮನಾಯಕ್, ಹಾಳೆಮರದಹಳ್ಳಿ ಮೂರ್ತಿ, ಮಂಜುನಾಥ್, ಗೋಪಾಲ್, ಬಾಬು ಹಾಗೂ ಗ್ರಾಮ ಪಂಚಾಯಿತಿ ಸದಸ್ಯರುಗಳು ಮತ್ತು ಮುಖಂಡರು, ಗ್ರಾಮಸ್ಥರು, ಶ್ರೀ ವರಪ್ರಧ ವೆಂಕಟೇಶ್ ಮತ್ತು ದುರ್ಗಪ್ಪ ಹಾಗೂ ಸೂಲನಾಯಕನಹಳ್ಳಿ ನಾಗರಾಜು ಸೇರಿ ಇನ್ನೂ ಅನೇಕ ಮಂದಿ ಉಪಸ್ಥಿತರಿದ್ದರು. ಇದರ ಬಳಿಕ ಮಾಜಿ ಶಾಸಕ ಕೆ.ಎಂ.ತಿಮ್ಮರಾಯಪ್ಪ ಹಾಗೂ ಜೆಡಿಎಸ್ ಘಟಕದ ಅಧ್ಯಕ್ಷ ಎನ್.ಎ.ಈರಣ್ಣ ಸೇರಿದಂತೆ ಹಲವರು ಗ್ರಾಮಕ್ಕೆ ಭೇಟಿ ನೀಡಿ ಶ್ರೀ ವರಪ್ರದ ಆಂಜನೇಯಸ್ವಾಮಿಗೆ ವಿಶೇಷ ಪೂಜೆ ಸಲ್ಲಿಸಿ <box>329 1161 469 1294</box>
venue-photo <box>829 1163 895 1211</box>
brand-name-kannada: ಸೀಸನ್ಸ್ ಕೆಫೆ <box>715 983 792 1007</box>
occasion: Christmas & New year <box>672 1070 849 1086</box>
validity: Valid Up to15th January <box>673 1086 848 1101</box>
full-item: * Screening For 3 Hours <box>633 1192 700 1199</box>
